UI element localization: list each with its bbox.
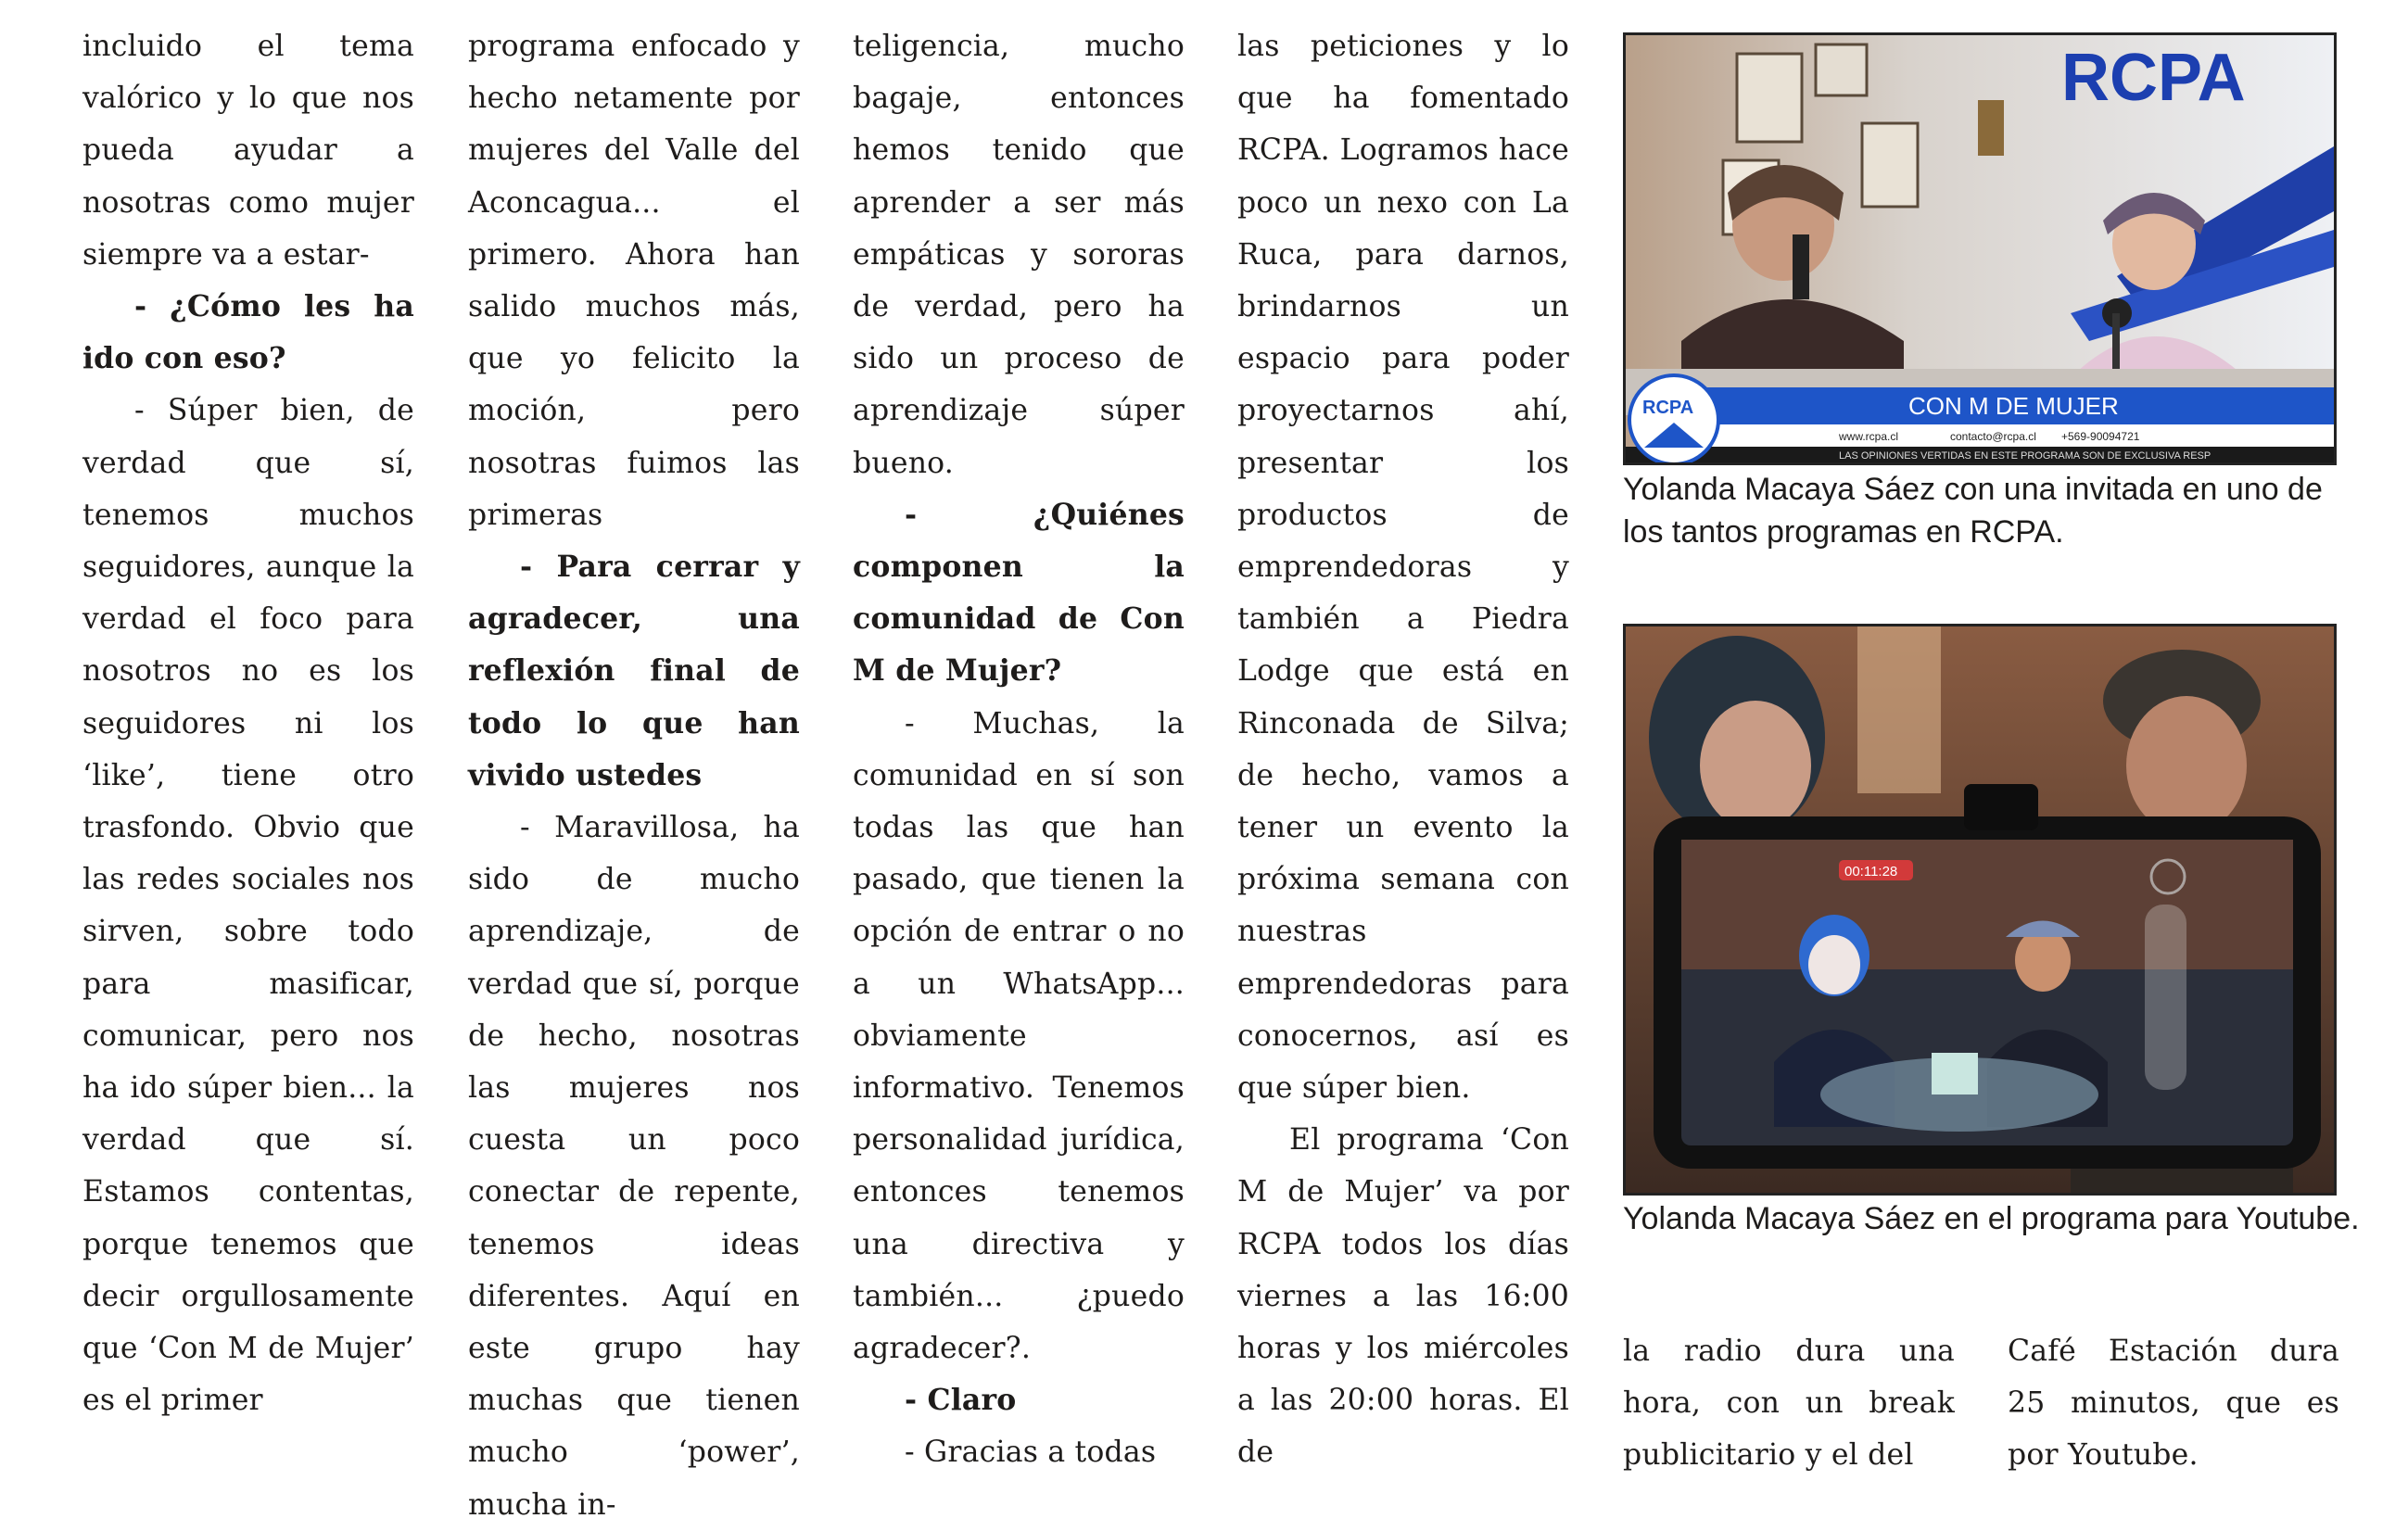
article-column-3	[853, 20, 1185, 1479]
youtube-recording-photo	[1623, 624, 2337, 1196]
article-column-6	[2008, 1325, 2339, 1482]
rcpa-wall-logo: RCPA	[2061, 41, 2246, 115]
paragraph: - Muchas, la comunidad en sí son todas las que han pasado, que tienen la opción de entrar o no a un WhatsApp... obviamente informativo. Tenemos personalidad jurídica, entonces tenemos una directiva y también... ¿puedo agradecer?.	[853, 706, 1185, 1366]
paragraph: - Gracias a todas	[905, 1436, 1157, 1470]
paragraph: teligencia, mucho bagaje, entonces hemos tenido que aprender a ser más empáticas y sororas de verdad, pero ha sido un proceso de aprendizaje súper bueno.	[853, 30, 1185, 480]
question: - Claro	[905, 1383, 1017, 1418]
radio-studio-photo	[1623, 32, 2337, 465]
photo-caption-1: Yolanda Macaya Sáez con una invitada en uno de los tantos programas en RCPA.	[1623, 472, 2323, 550]
paragraph: - Súper bien, de verdad que sí, tenemos muchos seguidores, aunque la verdad el foco para nosotros no es los seguidores ni los ‘like’, tiene otro trasfondo. Obvio que las redes sociales nos sirven, sobre todo para masificar, comunicar, pero nos ha ido súper bien... la verdad que sí. Estamos contentas, porque tenemos que decir orgullosamente que ‘Con M de Mujer’ es el primer	[82, 394, 414, 1418]
article-column-1	[82, 20, 414, 1426]
photo-caption-2: Yolanda Macaya Sáez en el programa para Youtube.	[1623, 1201, 2360, 1236]
question: - ¿Cómo les ha ido con eso?	[82, 289, 414, 376]
recording-timer: 00:11:28	[1844, 864, 1898, 879]
paragraph: la radio dura una hora, con un break publicitario y el del	[1623, 1335, 1955, 1473]
question: - ¿Quiénes componen la comunidad de Con M de Mujer?	[853, 497, 1185, 689]
article-column-4	[1237, 20, 1569, 1479]
paragraph: El programa ‘Con M de Mujer’ va por RCPA todos los días viernes a las 16:00 horas y los miércoles a las 20:00 horas. El de	[1237, 1123, 1569, 1470]
program-banner: CON M DE MUJER	[1908, 392, 2119, 420]
phone-label: +569-90094721	[2061, 430, 2140, 443]
email-label: contacto@rcpa.cl	[1950, 430, 2036, 443]
website-label: www.rcpa.cl	[1839, 430, 1899, 443]
paragraph: - Maravillosa, ha sido de mucho aprendizaje, de verdad que sí, porque de hecho, nosotras las mujeres nos cuesta un poco conectar de repente, tenemos ideas diferentes. Aquí en este grupo hay muchas que tienen mucho ‘power’, mucha in-	[468, 811, 800, 1522]
paragraph: Café Estación dura 25 minutos, que es por Youtube.	[2008, 1335, 2339, 1473]
article-column-2	[468, 20, 800, 1531]
paragraph: programa enfocado y hecho netamente por mujeres del Valle del Aconcagua... el primero. Ahora han salido muchos más, que yo felicito la moción, pero nosotras fuimos las primeras	[468, 30, 800, 532]
rcpa-corner-logo: RCPA	[1642, 398, 1694, 418]
paragraph: las peticiones y lo que ha fomentado RCPA. Logramos hace poco un nexo con La Ruca, para darnos, brindarnos un espacio para poder proyectarnos ahí, presentar los productos de emprendedoras y también a Piedra Lodge que está en Rinconada de Silva; de hecho, vamos a tener un evento la próxima semana con nuestras emprendedoras para conocernos, así es que súper bien.	[1237, 30, 1569, 1106]
disclaimer-ticker: LAS OPINIONES VERTIDAS EN ESTE PROGRAMA SON DE EXCLUSIVA RESP	[1839, 450, 2212, 462]
article-column-5	[1623, 1325, 1955, 1482]
question: - Para cerrar y agradecer, una reflexión final de todo lo que han vivido ustedes	[468, 550, 800, 792]
paragraph: incluido el tema valórico y lo que nos pueda ayudar a nosotras como mujer siempre va a estar-	[82, 30, 414, 272]
